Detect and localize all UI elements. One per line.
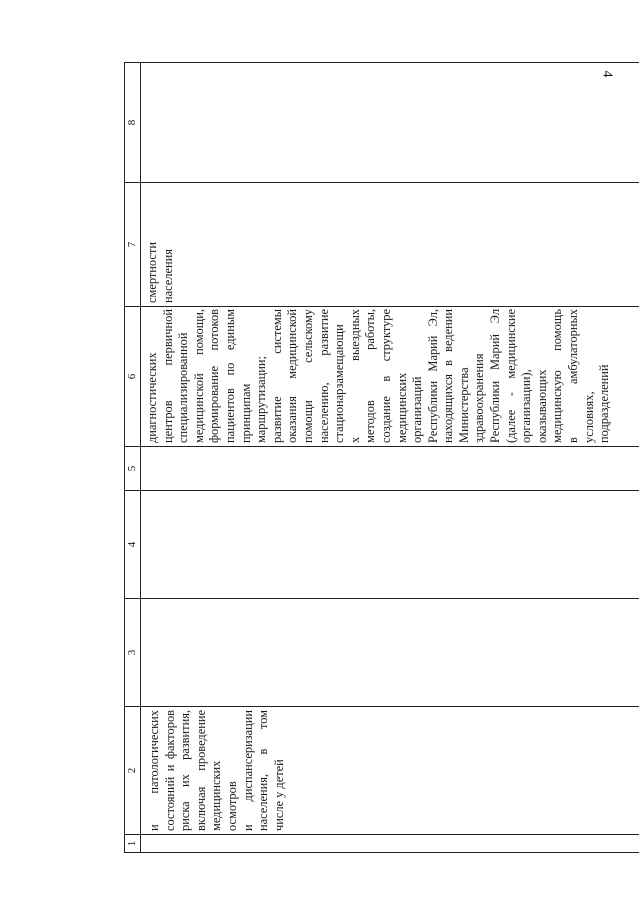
text-line: принципам (238, 383, 253, 443)
rotated-table-wrapper (124, 63, 639, 853)
page-number: 4 (599, 70, 615, 78)
text-line: в амбулаторных (566, 309, 581, 443)
text-line: условиях, (581, 391, 596, 443)
header-col-7: 7 (125, 183, 141, 307)
text-line: населения, в том (256, 710, 271, 831)
text-line: маршрутизации; (254, 356, 269, 443)
text-line: диагностических (145, 352, 159, 443)
header-col-1: 1 (125, 835, 141, 853)
header-col-2: 2 (125, 707, 141, 835)
text-line: Министерства (456, 367, 471, 443)
cell-col-6 (141, 307, 639, 447)
text-line: и диспансеризации (240, 710, 255, 831)
cell-col-2 (141, 707, 639, 835)
text-line: смертности (145, 242, 159, 303)
text-line: оказывающих (534, 369, 549, 443)
text-line: здравоохранения (472, 353, 487, 443)
col-6-text (141, 307, 613, 446)
text-line: пациентов по единым (222, 309, 237, 443)
header-col-6: 6 (125, 307, 141, 447)
col-7-text (141, 183, 176, 306)
text-line: состояний и факторов (162, 710, 177, 831)
text-line: населения (160, 249, 175, 303)
text-line: и патологических (147, 710, 161, 831)
cell-col-4 (141, 491, 639, 599)
text-line: создание в структуре (378, 309, 393, 443)
cell-col-5 (141, 447, 639, 491)
text-line: числе у детей (271, 759, 286, 831)
header-col-8: 8 (125, 63, 141, 183)
text-line: (далее - медицинские (503, 309, 518, 443)
text-line: методов работы, (363, 309, 378, 443)
header-col-5: 5 (125, 447, 141, 491)
cell-col-3 (141, 599, 639, 707)
text-line: включая проведение (193, 710, 208, 831)
text-line: стационарзамещающи (332, 324, 347, 443)
text-line: Республики Марий Эл (488, 309, 503, 443)
text-line: медицинской помощи, (191, 309, 206, 443)
text-line: риска их развития, (178, 710, 193, 831)
text-line: организации), (519, 369, 534, 443)
text-line: х выездных (347, 309, 362, 443)
text-line: медицинских (394, 372, 409, 443)
text-line: медицинскую помощь (550, 309, 565, 443)
cell-col-8 (141, 63, 639, 183)
header-row (125, 63, 141, 853)
text-line: развитие системы (269, 309, 284, 443)
text-line: находящихся в ведении (441, 309, 456, 443)
header-col-4: 4 (125, 491, 141, 599)
text-line: Республики Марий Эл, (425, 309, 440, 443)
text-line: медицинских (209, 760, 224, 831)
document-table (124, 62, 639, 853)
text-line: организаций (410, 376, 425, 443)
table-row (141, 63, 639, 853)
cell-col-7 (141, 183, 639, 307)
text-line: центров первичной (160, 309, 175, 443)
text-line: помощи сельскому (300, 309, 315, 443)
col-2-text (141, 707, 287, 834)
text-line: осмотров (224, 781, 239, 831)
cell-col-1 (141, 835, 639, 853)
header-col-3: 3 (125, 599, 141, 707)
text-line: оказания медицинской (285, 309, 300, 443)
text-line: подразделений (597, 364, 612, 443)
text-line: населению, развитие (316, 309, 331, 443)
text-line: формирование потоков (207, 309, 222, 443)
text-line: специализированной (176, 332, 191, 443)
